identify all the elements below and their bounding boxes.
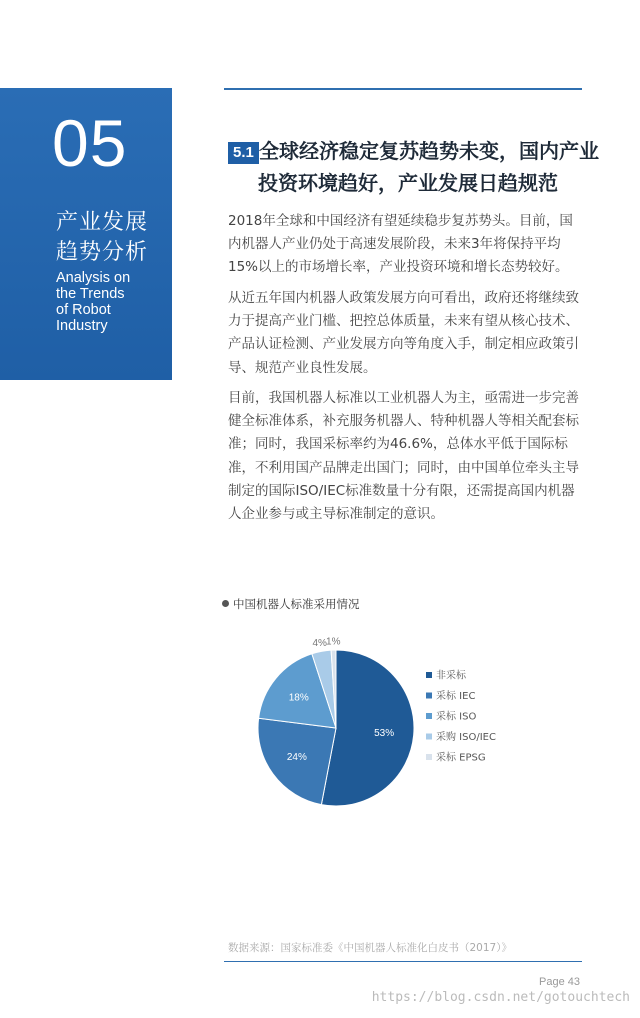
legend-swatch-1	[426, 693, 432, 699]
paragraph-3: 目前，我国机器人标准以工业机器人为主，亟需进一步完善健全标准体系，补充服务机器人、特种机器人等相关配套标准；同时，我国采标率约为46.6%，总体水平低于国际标准，不利用国产品牌走出国门；同时，由中国单位牵头主导制定的国际ISO/IEC标准数量十分有限，还需提高国内机器人企业参与或主导标准制定的意识。	[228, 390, 579, 523]
legend-label-4: 采标 EPSG	[436, 752, 486, 764]
chapter-title-en	[56, 270, 130, 334]
chart-title-text: 中国机器人标准采用情况	[233, 597, 360, 611]
pie-chart	[240, 628, 600, 828]
chart-title	[222, 596, 360, 612]
chapter-number: 05	[52, 106, 128, 180]
url-watermark: https://blog.csdn.net/gotouchtech	[371, 990, 630, 1005]
legend-label-1: 采标 IEC	[436, 691, 476, 702]
chapter-title-zh-line1: 产业发展	[56, 210, 149, 235]
legend-swatch-0	[426, 672, 432, 678]
pie-label-1: 24%	[286, 751, 307, 763]
page-number: Page 43	[539, 976, 580, 988]
data-source: 数据来源：国家标准委《中国机器人标准化白皮书（2017）》	[228, 942, 512, 954]
legend-label-0: 非采标	[436, 670, 466, 682]
top-rule	[224, 88, 582, 90]
legend-swatch-4	[426, 754, 432, 760]
legend-swatch-2	[426, 713, 432, 719]
chapter-title-en-line4: Industry	[56, 318, 108, 334]
section-number-badge: 5.1	[228, 142, 259, 164]
legend-label-3: 采购 ISO/IEC	[436, 732, 496, 743]
pie-label-2: 18%	[288, 692, 309, 704]
paragraph-2: 从近五年国内机器人政策发展方向可看出，政府还将继续致力于提高产业门槛、把控总体质量，未来有望从核心技术、产品认证检测、产业发展方向等角度入手，制定相应政策引导、规范产业良性发展。	[228, 290, 579, 376]
legend-label-2: 采标 ISO	[436, 711, 477, 723]
chapter-title-en-line1: Analysis on	[56, 270, 131, 286]
pie-label-0: 53%	[374, 728, 395, 740]
bottom-rule	[224, 961, 582, 962]
section-title-line2: 投资环境趋好，产业发展日趋规范	[258, 171, 558, 195]
chapter-side-panel	[0, 88, 172, 380]
pie-label-3: 4%	[312, 638, 327, 650]
chapter-title-zh-line2: 趋势分析	[56, 240, 149, 265]
chapter-title-zh	[56, 208, 148, 268]
section-title-line1: 全球经济稳定复苏趋势未变，国内产业	[259, 139, 599, 163]
legend-swatch-3	[426, 734, 432, 740]
paragraph-1: 2018年全球和中国经济有望延续稳步复苏势头。目前，国内机器人产业仍处于高速发展阶段，未来3年将保持平均15%以上的市场增长率，产业投资环境和增长态势较好。	[228, 213, 573, 276]
chapter-title-en-line3: of Robot	[56, 302, 111, 318]
chapter-title-en-line2: the Trends	[56, 286, 125, 302]
bullet-dot-icon	[222, 600, 229, 607]
pie-label-4: 1%	[326, 636, 341, 648]
